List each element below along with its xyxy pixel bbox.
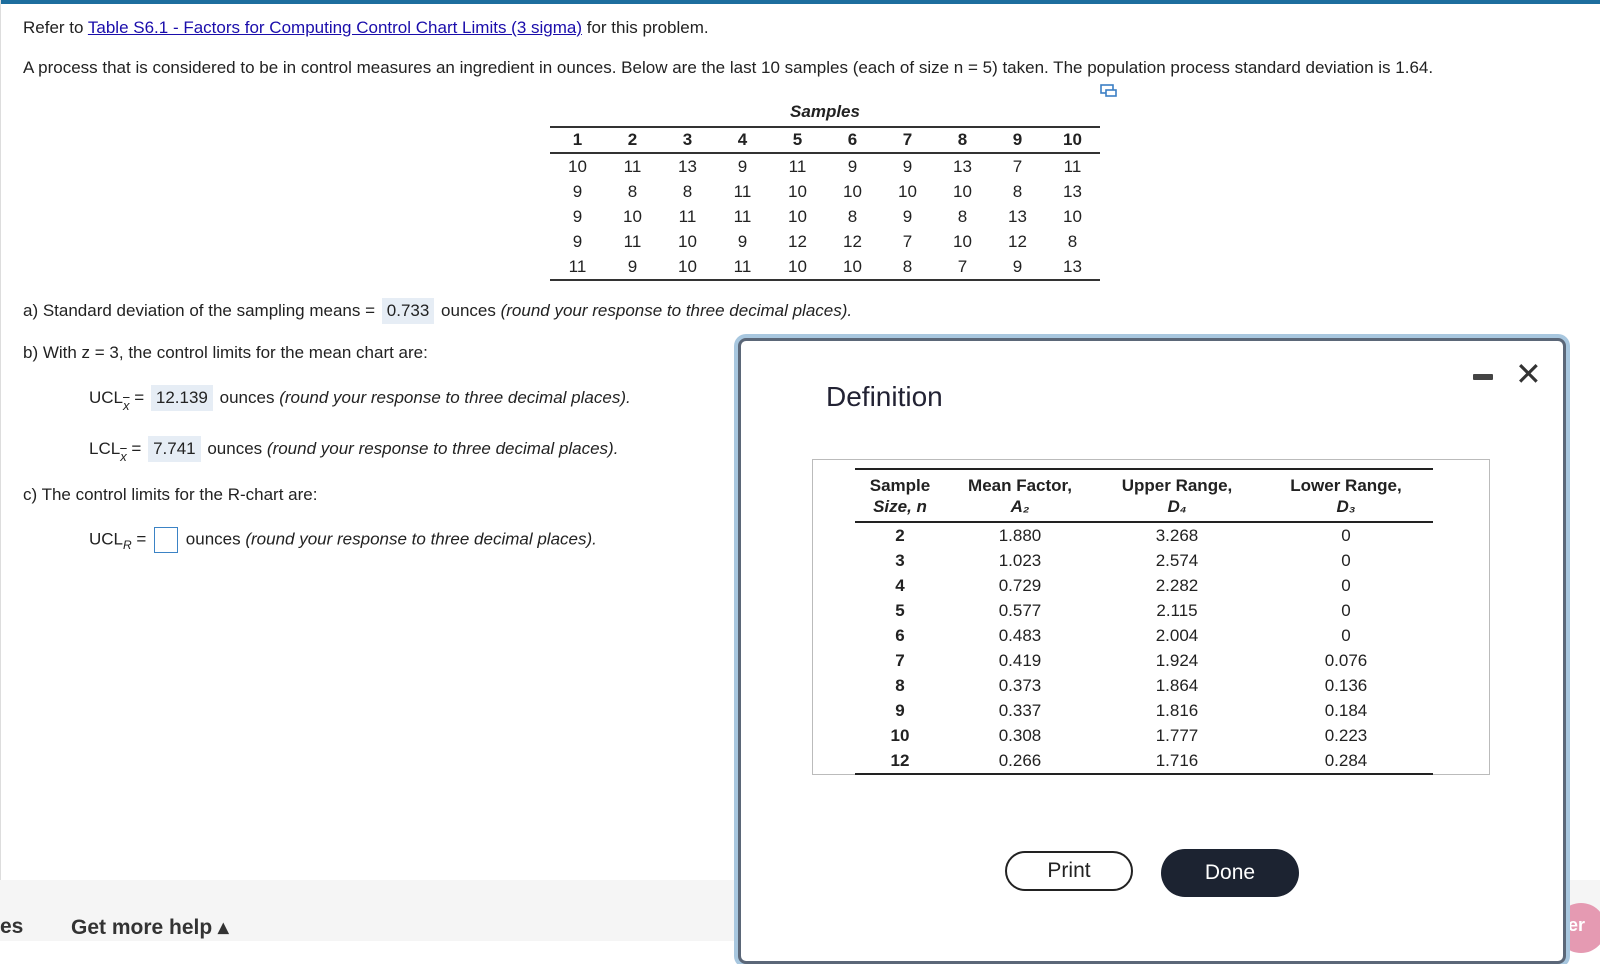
factors-row — [855, 673, 1433, 698]
corner-badge-text: er — [1568, 915, 1586, 935]
samples-header-cell: 1 — [550, 127, 605, 153]
part-b: b) With z = 3, the control limits for the mean chart are: — [23, 343, 428, 362]
factors-cell: 0.308 — [998, 725, 1042, 745]
left-edge — [0, 0, 1, 880]
samples-cell: 10 — [660, 254, 715, 280]
ucl-x-unit: ounces — [219, 388, 275, 407]
ucl-x-line: $UCL_{\overline{x}} = 12.139$ ounces (round your response to three decimal places). — [89, 385, 631, 411]
factors-cell: 0 — [1341, 600, 1351, 620]
ucl-x-hint: (round your response to three decimal places). — [279, 388, 631, 407]
samples-cell: 9 — [605, 254, 660, 280]
factors-row — [855, 648, 1433, 673]
ucl-x-answer[interactable]: 12.139 — [151, 385, 213, 411]
factors-row — [855, 723, 1433, 748]
factors-cell: 1.023 — [998, 550, 1042, 570]
samples-cell: 13 — [1045, 254, 1100, 280]
samples-header-cell: 9 — [990, 127, 1045, 153]
samples-cell: 7 — [935, 254, 990, 280]
factors-cell: 0.076 — [1324, 650, 1368, 670]
dialog-title: Definition — [826, 381, 943, 412]
factors-cell: 0.284 — [1259, 748, 1433, 774]
factors-cell: 0 — [1341, 625, 1351, 645]
samples-cell: 10 — [788, 181, 807, 201]
factors-cell: 4 — [895, 575, 905, 595]
factors-cell: 9 — [895, 700, 905, 720]
factors-cell: 6 — [895, 625, 905, 645]
samples-cell: 11 — [623, 156, 642, 176]
samples-cell: 11 — [1063, 156, 1082, 176]
ucl-r-line: $UCL_R$ = ounces (round your response to three decimal places). — [89, 527, 597, 553]
part-c: c) The control limits for the R-chart are: — [23, 485, 318, 504]
samples-cell: 10 — [953, 181, 972, 201]
samples-cell: 11 — [733, 206, 752, 226]
factors-cell: 3 — [895, 550, 905, 570]
done-button[interactable]: Done — [1161, 849, 1299, 897]
samples-cell: 8 — [1012, 181, 1023, 201]
factors-cell: 0.184 — [1324, 700, 1368, 720]
close-icon[interactable]: ✕ — [1515, 356, 1542, 392]
factors-cell: 2.004 — [1155, 625, 1199, 645]
intro-suffix: for this problem. — [582, 18, 709, 37]
samples-row — [550, 254, 1100, 280]
factors-cell: 8 — [895, 675, 905, 695]
minimize-icon[interactable] — [1473, 374, 1493, 380]
ucl-x-subscript: x — [123, 398, 130, 413]
factors-cell: 0.373 — [998, 675, 1042, 695]
factors-header-cell — [855, 469, 945, 522]
factors-row — [855, 698, 1433, 723]
samples-cell: 8 — [627, 181, 638, 201]
factors-cell: 0.419 — [998, 650, 1042, 670]
samples-row — [550, 229, 1100, 254]
samples-cell: 9 — [572, 181, 583, 201]
samples-table — [550, 126, 1100, 281]
ucl-x-label: UCL — [89, 388, 124, 407]
factors-cell: 0.483 — [998, 625, 1042, 645]
samples-cell: 12 — [788, 231, 807, 251]
part-a — [23, 298, 852, 324]
lcl-x-unit: ounces — [207, 439, 263, 458]
samples-cell: 8 — [880, 254, 935, 280]
samples-cell: 9 — [572, 231, 583, 251]
factors-row — [855, 522, 1433, 548]
factors-cell: 1.816 — [1155, 700, 1199, 720]
samples-cell: 10 — [568, 156, 587, 176]
samples-cell: 13 — [1008, 206, 1027, 226]
samples-cell: 9 — [902, 156, 913, 176]
samples-cell: 9 — [990, 254, 1045, 280]
samples-cell: 12 — [843, 231, 862, 251]
samples-cell: 11 — [715, 254, 770, 280]
samples-row — [550, 204, 1100, 229]
factors-row — [855, 623, 1433, 648]
factors-table-box — [812, 459, 1490, 775]
samples-cell: 10 — [678, 231, 697, 251]
factors-header-line2: A₂ — [1010, 496, 1030, 516]
factors-cell: 10 — [890, 725, 910, 745]
samples-cell: 10 — [770, 254, 825, 280]
factors-cell: 0.223 — [1324, 725, 1368, 745]
samples-header-cell: 4 — [715, 127, 770, 153]
factors-header-line1: Sample — [869, 475, 931, 495]
part-a-answer[interactable]: 0.733 — [382, 298, 435, 324]
samples-row — [550, 153, 1100, 179]
samples-cell: 9 — [737, 156, 748, 176]
problem-text: A process that is considered to be in control measures an ingredient in ounces. Below are the last 10 samples (each of size n = 5) taken. The population process standard deviation is 1.64. — [23, 58, 1434, 77]
top-accent-bar — [0, 0, 1600, 4]
ucl-r-label: UCL — [89, 529, 124, 549]
samples-cell: 10 — [843, 181, 862, 201]
table-s6-1-link[interactable]: Table S6.1 - Factors for Computing Control Chart Limits (3 sigma) — [87, 18, 583, 37]
samples-cell: 10 — [898, 181, 917, 201]
samples-cell: 11 — [623, 231, 642, 251]
lcl-x-label: LCL — [89, 439, 121, 458]
samples-cell: 7 — [902, 231, 913, 251]
print-button[interactable]: Print — [1005, 851, 1133, 891]
samples-cell: 10 — [1063, 206, 1082, 226]
samples-cell: 7 — [1012, 156, 1023, 176]
samples-cell: 12 — [1008, 231, 1027, 251]
factors-header-line2: D₄ — [1167, 496, 1187, 516]
factors-cell: 3.268 — [1155, 525, 1199, 545]
samples-header-cell: 8 — [935, 127, 990, 153]
factors-cell: 1.777 — [1155, 725, 1199, 745]
ucl-r-input[interactable] — [154, 527, 178, 553]
factors-cell: 0.337 — [998, 700, 1042, 720]
definition-dialog — [738, 338, 1566, 964]
factors-header-line1: Mean Factor, — [968, 475, 1072, 495]
factors-cell: 1.864 — [1155, 675, 1199, 695]
factors-cell: 2.282 — [1155, 575, 1199, 595]
factors-header-cell — [1095, 469, 1259, 522]
factors-row — [855, 598, 1433, 623]
samples-cell: 11 — [788, 156, 807, 176]
get-more-help-button[interactable]: Get more help ▴ — [71, 916, 229, 939]
factors-row — [855, 548, 1433, 573]
samples-cell: 13 — [953, 156, 972, 176]
samples-header-cell: 3 — [660, 127, 715, 153]
samples-cell: 13 — [678, 156, 697, 176]
factors-row — [855, 748, 1433, 774]
factors-cell: 5 — [895, 600, 905, 620]
samples-cell: 8 — [682, 181, 693, 201]
factors-cell: 0 — [1341, 550, 1351, 570]
samples-cell: 10 — [623, 206, 642, 226]
part-a-text: a) Standard deviation of the sampling means = — [23, 301, 376, 320]
samples-row — [550, 179, 1100, 204]
factors-row — [855, 573, 1433, 598]
ucl-r-hint: (round your response to three decimal places). — [245, 529, 597, 549]
expand-icon[interactable] — [1100, 84, 1118, 98]
factors-cell: 0.729 — [998, 575, 1042, 595]
factors-header-line2: Size, n — [873, 496, 927, 516]
factors-cell: 2.574 — [1155, 550, 1199, 570]
samples-cell: 8 — [957, 206, 968, 226]
samples-cell: 9 — [572, 206, 583, 226]
lcl-x-answer[interactable]: 7.741 — [148, 436, 201, 462]
samples-cell: 11 — [550, 254, 605, 280]
samples-cell: 9 — [737, 231, 748, 251]
lcl-x-hint: (round your response to three decimal places). — [266, 439, 619, 458]
factors-cell: 0.577 — [998, 600, 1042, 620]
samples-header-cell: 2 — [605, 127, 660, 153]
factors-table — [855, 468, 1433, 775]
intro-prefix: Refer to — [23, 18, 88, 37]
samples-cell: 13 — [1063, 181, 1082, 201]
factors-header-line1: Upper Range, — [1121, 475, 1233, 495]
bottom-left-fragment[interactable]: es — [0, 915, 24, 938]
samples-title: Samples — [790, 102, 860, 121]
factors-cell: 1.716 — [1095, 748, 1259, 774]
part-a-hint: (round your response to three decimal places). — [500, 301, 853, 320]
factors-cell: 2.115 — [1156, 600, 1198, 620]
lcl-x-subscript: x — [120, 449, 127, 464]
part-a-unit: ounces — [441, 301, 496, 320]
samples-cell: 9 — [847, 156, 858, 176]
samples-cell: 11 — [733, 181, 752, 201]
samples-cell: 11 — [678, 206, 697, 226]
samples-table-container — [550, 102, 1100, 281]
samples-header-cell: 7 — [880, 127, 935, 153]
factors-header-line2: D₃ — [1336, 496, 1356, 516]
ucl-r-subscript: R — [123, 538, 132, 553]
ucl-r-unit: ounces — [185, 529, 241, 549]
factors-cell: 7 — [895, 650, 905, 670]
samples-cell: 8 — [847, 206, 858, 226]
factors-cell: 0 — [1341, 575, 1351, 595]
factors-cell: 0.136 — [1324, 675, 1368, 695]
samples-cell: 9 — [902, 206, 913, 226]
factors-header-line1: Lower Range, — [1290, 475, 1402, 495]
factors-cell: 0 — [1341, 525, 1351, 545]
samples-cell: 10 — [825, 254, 880, 280]
factors-header-cell — [945, 469, 1095, 522]
factors-cell: 12 — [855, 748, 945, 774]
factors-cell: 1.880 — [998, 525, 1042, 545]
samples-cell: 8 — [1067, 231, 1078, 251]
lcl-x-line: $LCL_{\overline{x}} = 7.741$ ounces (round your response to three decimal places). — [89, 436, 618, 462]
samples-header-cell: 6 — [825, 127, 880, 153]
samples-cell: 10 — [788, 206, 807, 226]
factors-cell: 0.266 — [945, 748, 1095, 774]
factors-header-cell — [1259, 469, 1433, 522]
samples-header-cell: 5 — [770, 127, 825, 153]
factors-cell: 1.924 — [1155, 650, 1199, 670]
intro-line — [23, 18, 709, 38]
samples-cell: 10 — [953, 231, 972, 251]
samples-header-cell: 10 — [1045, 127, 1100, 153]
factors-cell: 2 — [895, 525, 905, 545]
